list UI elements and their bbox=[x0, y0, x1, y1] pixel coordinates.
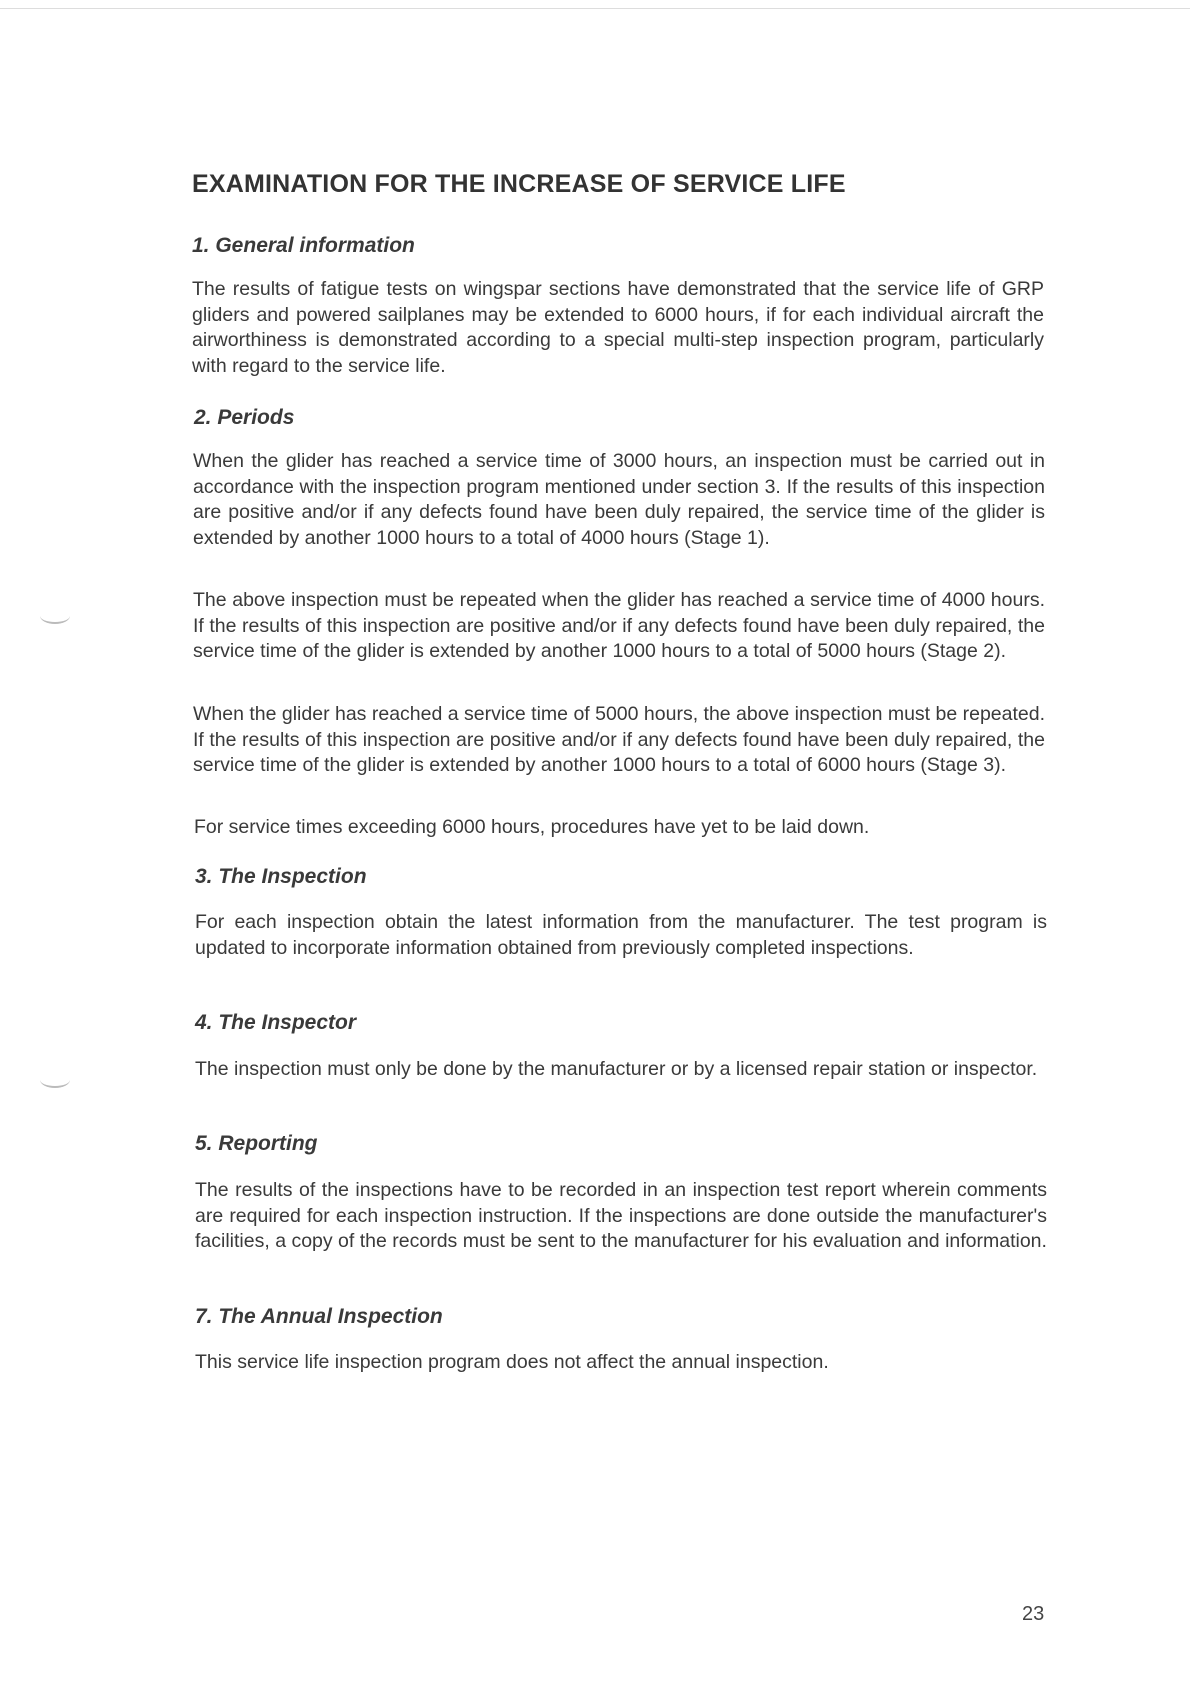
punch-hole-mark bbox=[40, 608, 70, 624]
paragraph: The results of the inspections have to be recorded in an inspection test report wherein comments are required for each inspection instruction. If the inspections are done outside the manufacturer's facilities, a copy of the records must be sent to the manufacturer for his evaluation and information. bbox=[195, 1179, 1047, 1253]
paragraph: This service life inspection program does not affect the annual inspection. bbox=[195, 1351, 829, 1373]
scan-edge-line bbox=[0, 8, 1190, 9]
section-heading-general-information: 1. General information bbox=[192, 234, 415, 257]
paragraph: The inspection must only be done by the manufacturer or by a licensed repair station or inspector. bbox=[195, 1058, 1038, 1080]
paragraph: When the glider has reached a service time of 5000 hours, the above inspection must be repeated. If the results of this inspection are positive and/or if any defects found have been duly repaired, the service time of the glider is extended by another 1000 hours to a total of 6000 hours (Stage 3). bbox=[193, 703, 1046, 777]
page-number: 23 bbox=[1022, 1603, 1045, 1625]
section-heading-the-inspector: 4. The Inspector bbox=[195, 1011, 357, 1034]
section-heading-the-inspection: 3. The Inspection bbox=[195, 865, 367, 888]
paragraph: For service times exceeding 6000 hours, procedures have yet to be laid down. bbox=[194, 816, 870, 838]
paragraph: When the glider has reached a service time of 3000 hours, an inspection must be carried out in accordance with the inspection program mentioned under section 3. If the results of this inspection are positive and/or if any defects found have been duly repaired, the service time of the glider is extended by another 1000 hours to a total of 4000 hours (Stage 1). bbox=[193, 450, 1045, 550]
paragraph: The results of fatigue tests on wingspar sections have demonstrated that the service life of GRP gliders and powered sailplanes may be extended to 6000 hours, if for each individual aircraft the airworthiness is demonstrated according to a special multi-step inspection program, particularly with regard to the service life. bbox=[192, 278, 1044, 378]
section-heading-annual-inspection: 7. The Annual Inspection bbox=[195, 1305, 443, 1328]
section-heading-periods: 2. Periods bbox=[194, 406, 295, 429]
paragraph: The above inspection must be repeated when the glider has reached a service time of 4000 hours. If the results of this inspection are positive and/or if any defects found have been duly repaired, the service time of the glider is extended by another 1000 hours to a total of 5000 hours (Stage 2). bbox=[193, 589, 1045, 663]
paragraph: For each inspection obtain the latest information from the manufacturer. The test program is updated to incorporate information obtained from previously completed inspections. bbox=[195, 911, 1047, 959]
section-heading-reporting: 5. Reporting bbox=[195, 1132, 318, 1155]
punch-hole-mark bbox=[40, 1072, 70, 1088]
page-title: EXAMINATION FOR THE INCREASE OF SERVICE LIFE bbox=[192, 170, 846, 198]
